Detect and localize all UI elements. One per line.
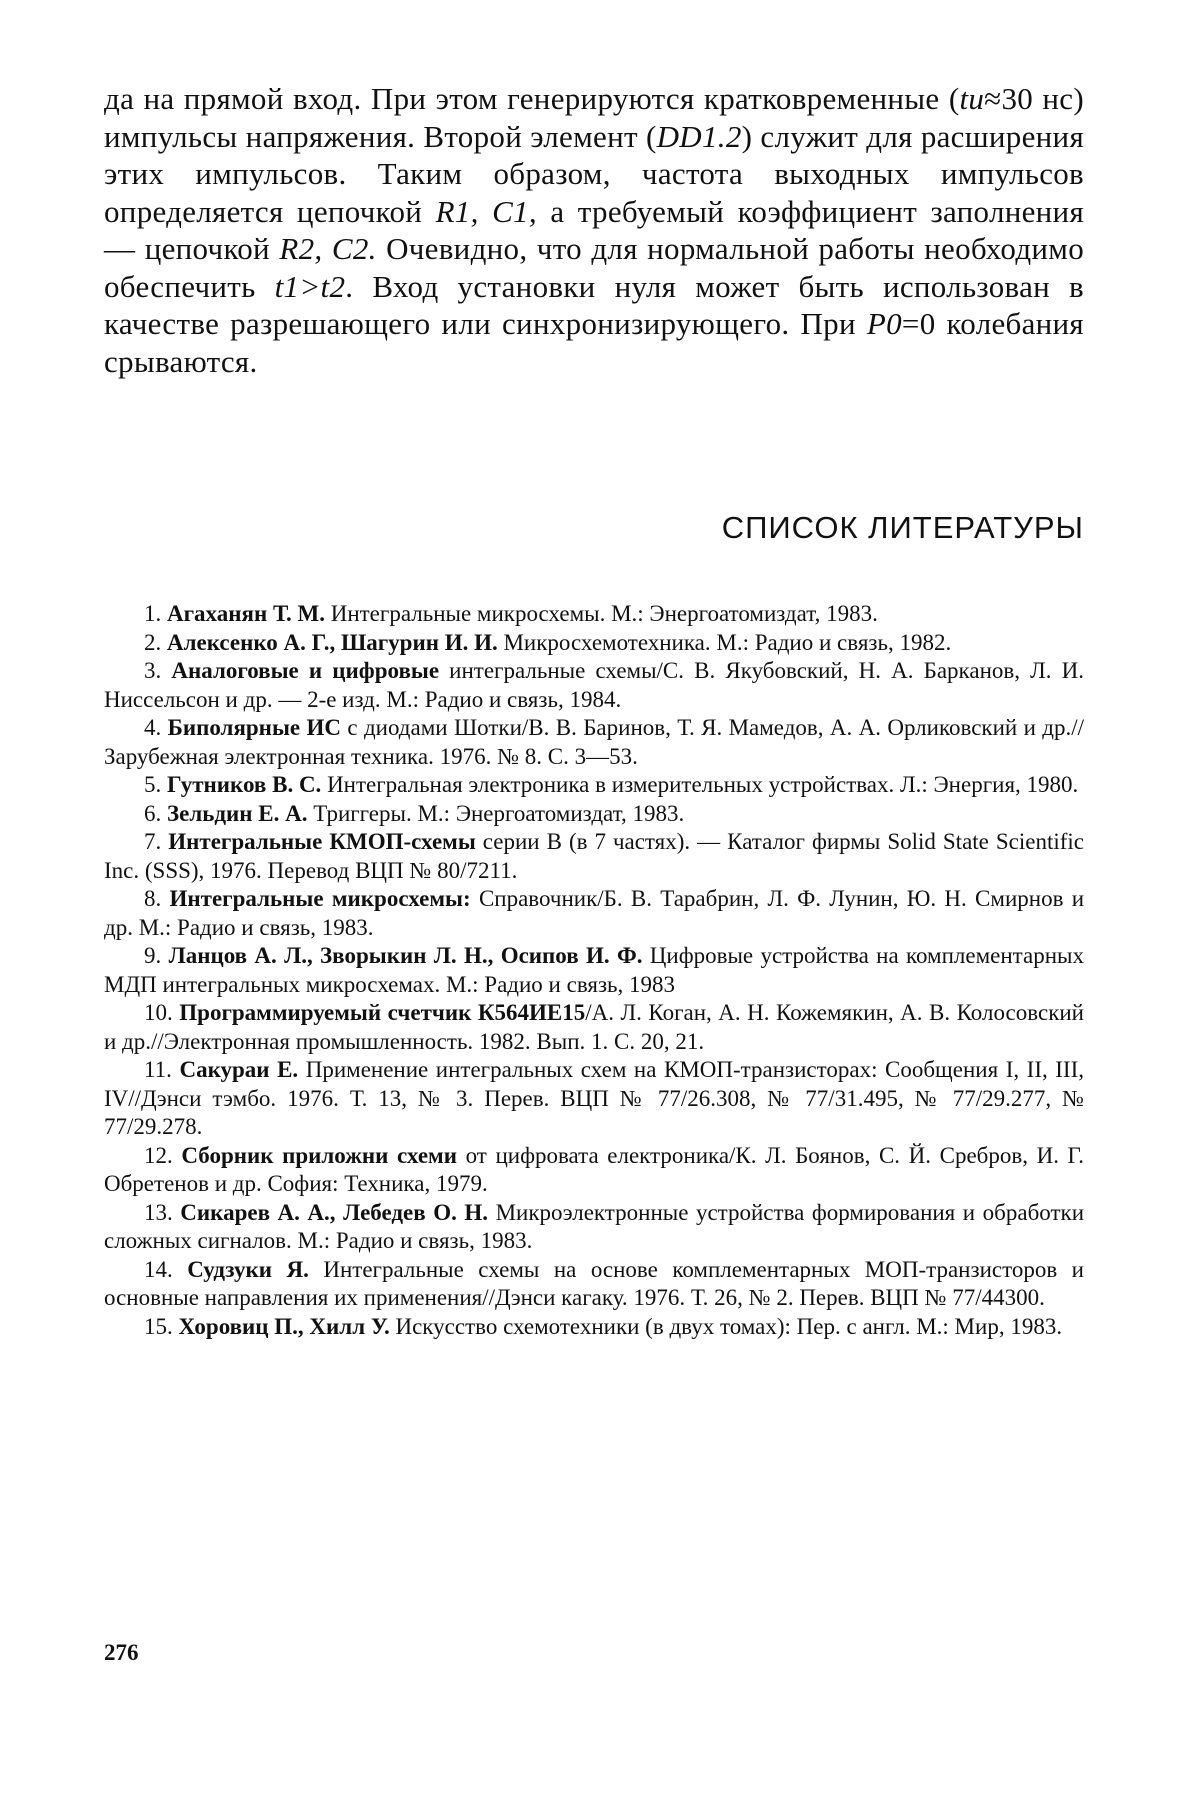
para-text: Очевидно, что для нормальной работы необходимо обеспечить bbox=[104, 231, 1084, 304]
reference-number: 12. bbox=[144, 1142, 173, 1168]
reference-list bbox=[104, 600, 1084, 1341]
reference-authors: Зельдин Е. А. bbox=[167, 800, 308, 826]
reference-text: Триггеры. М.: Энергоатомиздат, 1983. bbox=[307, 800, 685, 826]
para-math: R2, C2. bbox=[279, 231, 377, 266]
reference-text: Интегральные схемы на основе комплементарных МОП-транзисторов и основные направления их применения//Дэнси кагаку. 1976. Т. 26, № 2. Перев. ВЦП № 77/44300. bbox=[104, 1256, 1084, 1310]
reference-item bbox=[104, 1056, 1084, 1142]
reference-number: 5. bbox=[144, 772, 162, 797]
reference-number: 4. bbox=[144, 715, 162, 740]
reference-number: 2. bbox=[144, 629, 162, 655]
page-number: 276 bbox=[104, 1640, 139, 1665]
reference-number: 10. bbox=[144, 1000, 173, 1025]
reference-authors: Хоровиц П., Хилл У. bbox=[178, 1313, 390, 1339]
reference-text: интегральные схемы/С. В. Якубовский, Н. А. Барканов, Л. И. Ниссельсон и др. — 2-е изд. М.: Радио и связь, 1984. bbox=[104, 658, 1084, 712]
reference-number: 7. bbox=[144, 829, 162, 854]
reference-number: 3. bbox=[144, 658, 162, 683]
para-text: а требуемый коэффициент заполнения — цепочкой bbox=[104, 193, 1084, 266]
reference-authors: Гутников В. С. bbox=[167, 772, 322, 797]
reference-item bbox=[104, 999, 1084, 1056]
reference-text: Цифровые устройства на комплементарных МДП интегральных микросхемах. М.: Радио и связь, 1983 bbox=[104, 943, 1084, 997]
reference-text: Микроэлектронные устройства формирования и обработки сложных сигналов. М.: Радио и связь, 1983. bbox=[104, 1199, 1085, 1253]
reference-text: с диодами Шотки/В. В. Баринов, Т. Я. Мамедов, А. А. Орликовский и др.//Зарубежная электронная техника. 1976. № 8. С. 3—53. bbox=[104, 715, 1084, 769]
para-text: ≈30 нс) импульсы напряжения. Второй элемент ( bbox=[104, 81, 1084, 154]
reference-item bbox=[104, 1142, 1084, 1199]
body-paragraph bbox=[104, 80, 1084, 380]
reference-text: Микросхемотехника. М.: Радио и связь, 1982. bbox=[497, 629, 952, 655]
reference-text: /А. Л. Коган, А. Н. Кожемякин, А. В. Колосовский и др.//Электронная промышленность. 1982. Вып. 1. С. 20, 21. bbox=[104, 1000, 1084, 1054]
reference-number: 15. bbox=[144, 1313, 173, 1339]
para-text: да на прямой вход. При этом генерируются кратковременные ( bbox=[104, 81, 960, 116]
reference-authors: Алексенко А. Г., Шагурин И. И. bbox=[167, 629, 498, 655]
reference-item bbox=[104, 800, 1084, 829]
reference-item bbox=[104, 629, 1084, 658]
reference-text: Интегральные микросхемы. М.: Энергоатомиздат, 1983. bbox=[324, 601, 878, 626]
para-text: ) служит для расширения этих импульсов. Таким образом, частота выходных импульсов определяется цепочкой bbox=[104, 118, 1084, 229]
reference-authors: Сакураи Е. bbox=[179, 1057, 299, 1082]
reference-text: серии В (в 7 частях). — Каталог фирмы Solid State Scientific Inc. (SSS), 1976. Перевод ВЦП № 80/7211. bbox=[104, 829, 1085, 883]
reference-authors: Сборник приложни схеми bbox=[181, 1142, 457, 1168]
reference-authors: Программируемый счетчик К564ИЕ15 bbox=[179, 1000, 586, 1025]
reference-text: Справочник/Б. В. Тарабрин, Л. Ф. Лунин, Ю. Н. Смирнов и др. М.: Радио и связь, 1983. bbox=[104, 886, 1085, 940]
para-math: t1>t2 bbox=[274, 268, 346, 304]
para-math: DD1.2 bbox=[656, 118, 742, 154]
reference-authors: Ланцов А. Л., Зворыкин Л. Н., Осипов И. Ф. bbox=[168, 943, 643, 968]
para-math: R1, C1, bbox=[435, 193, 537, 229]
reference-authors: Биполярные ИС bbox=[167, 715, 341, 740]
reference-item bbox=[104, 771, 1084, 800]
reference-authors: Интегральные КМОП-схемы bbox=[168, 829, 476, 854]
reference-number: 11. bbox=[144, 1057, 172, 1082]
reference-text: от цифровата електроника/К. Л. Боянов, С. Й. Сребров, И. Г. Обретенов и др. София: Техника, 1979. bbox=[104, 1142, 1085, 1196]
section-title: СПИСОК ЛИТЕРАТУРЫ bbox=[721, 510, 1084, 545]
para-text: =0 колебания срываются. bbox=[104, 306, 1084, 379]
reference-item bbox=[104, 1256, 1084, 1313]
reference-number: 9. bbox=[144, 943, 162, 968]
reference-item bbox=[104, 600, 1084, 629]
reference-text: Применение интегральных схем на КМОП-транзисторах: Сообщения I, II, III, IV//Дэнси тэмбо. 1976. Т. 13, № 3. Перев. ВЦП № 77/26.308, № 77/31.495, № 77/29.277, № 77/29.278. bbox=[104, 1057, 1084, 1139]
reference-authors: Судзуки Я. bbox=[187, 1256, 309, 1282]
reference-text: Интегральная электроника в измерительных устройствах. Л.: Энергия, 1980. bbox=[321, 772, 1079, 797]
reference-item bbox=[104, 714, 1084, 771]
para-text: . Вход установки нуля может быть использован в качестве разрешающего или синхронизирующего. При bbox=[104, 268, 1084, 341]
reference-item bbox=[104, 885, 1084, 942]
reference-number: 1. bbox=[144, 601, 162, 626]
reference-item bbox=[104, 657, 1084, 714]
reference-item bbox=[104, 1313, 1084, 1342]
reference-authors: Аналоговые и цифровые bbox=[171, 658, 440, 683]
reference-number: 6. bbox=[144, 800, 162, 826]
reference-authors: Сикарев А. А., Лебедев О. Н. bbox=[180, 1199, 489, 1225]
reference-text: Искусство схемотехники (в двух томах): Пер. с англ. М.: Мир, 1983. bbox=[389, 1313, 1063, 1339]
para-math: P0 bbox=[866, 306, 902, 341]
reference-authors: Интегральные микросхемы: bbox=[169, 886, 471, 911]
reference-item bbox=[104, 942, 1084, 999]
reference-number: 13. bbox=[144, 1199, 173, 1225]
reference-authors: Агаханян Т. М. bbox=[167, 601, 325, 626]
reference-item bbox=[104, 828, 1084, 885]
reference-number: 8. bbox=[144, 886, 162, 911]
reference-item bbox=[104, 1199, 1084, 1256]
para-math: tи bbox=[959, 81, 985, 116]
reference-number: 14. bbox=[144, 1256, 173, 1282]
page bbox=[104, 80, 1084, 1341]
